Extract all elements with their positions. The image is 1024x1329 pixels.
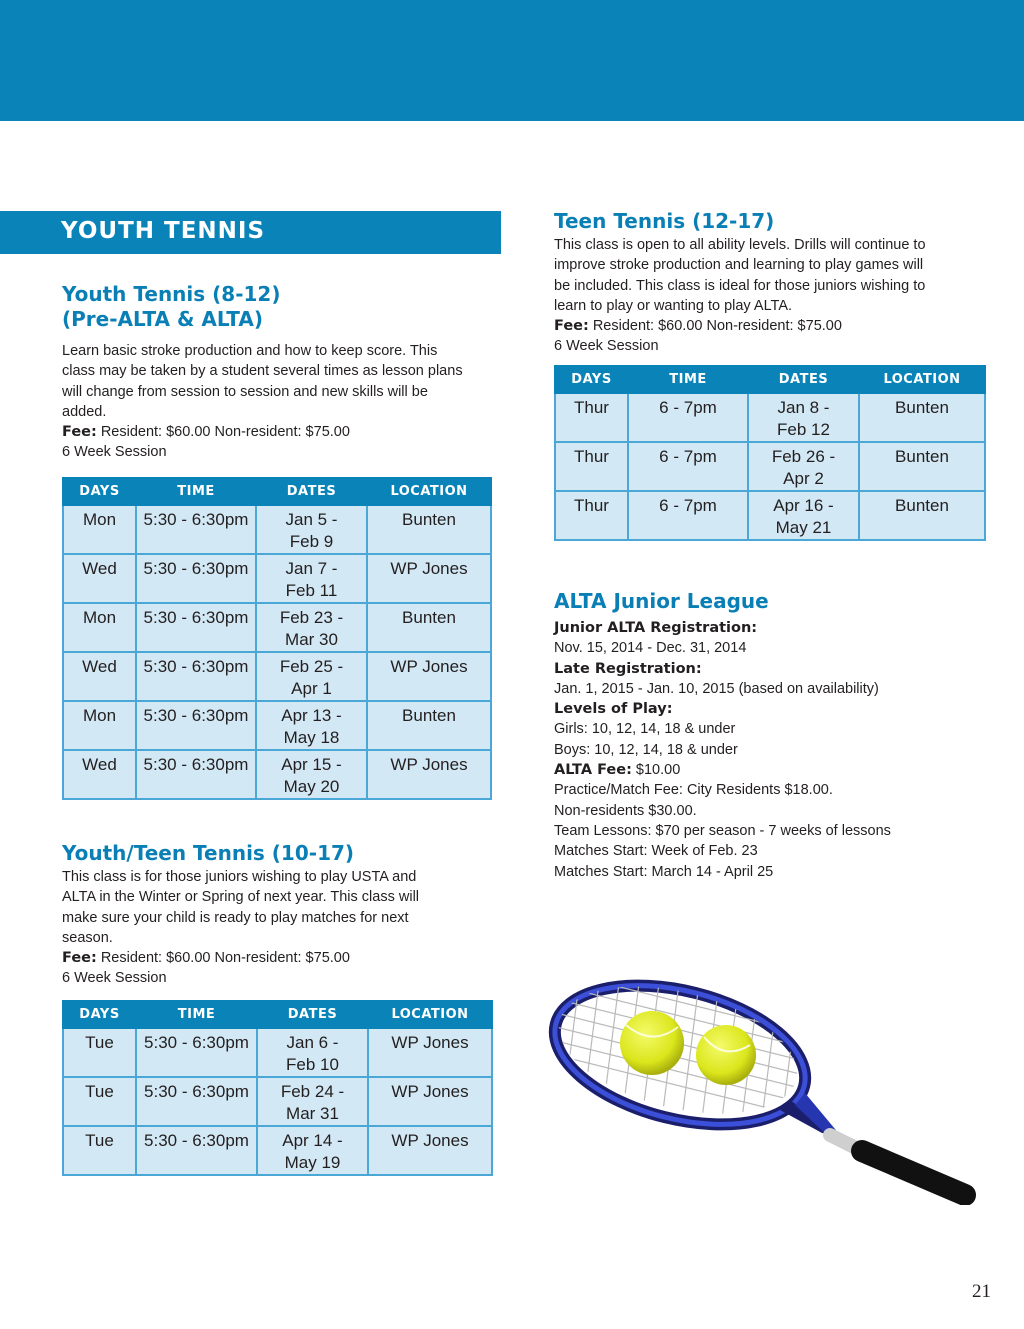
cell-day: Thur — [555, 393, 628, 442]
boys-levels: Boys: 10, 12, 14, 18 & under — [554, 741, 738, 758]
desc-line: Learn basic stroke production and how to keep score. This — [62, 343, 438, 359]
header-time: TIME — [136, 1001, 257, 1028]
cell-location: Bunten — [367, 505, 491, 554]
tennis-ball-right — [696, 1025, 756, 1085]
cell-day: Mon — [63, 701, 136, 750]
cell-dates — [256, 701, 367, 750]
desc-line: season. — [62, 929, 113, 946]
cell-day: Thur — [555, 491, 628, 540]
top-header-band — [0, 0, 1024, 121]
date-start: Jan 8 - — [777, 398, 830, 417]
teen-tennis-schedule-table — [554, 365, 986, 541]
date-start: Feb 23 - — [279, 608, 344, 627]
cell-dates — [256, 750, 367, 799]
header-days: DAYS — [555, 366, 628, 393]
youth-tennis-schedule-table — [62, 477, 492, 800]
date-end: Mar 31 — [286, 1104, 339, 1123]
session-length: 6 Week Session — [62, 970, 167, 987]
desc-line: will change from session to session and new skills will be — [62, 383, 428, 400]
cell-day: Wed — [63, 652, 136, 701]
fee-text: Resident: $60.00 Non-resident: $75.00 — [96, 950, 350, 967]
cell-day: Mon — [63, 603, 136, 652]
cell-dates — [748, 491, 859, 540]
late-registration-label: Late Registration: — [554, 660, 702, 677]
cell-location: Bunten — [859, 442, 985, 491]
cell-time: 6 - 7pm — [628, 393, 748, 442]
cell-time: 5:30 - 6:30pm — [136, 1077, 257, 1126]
youth-teen-tennis-description — [62, 867, 502, 989]
team-lessons: Team Lessons: $70 per season - 7 weeks of lessons — [554, 822, 891, 839]
cell-dates — [257, 1028, 368, 1077]
desc-line: make sure your child is ready to play matches for next — [62, 909, 409, 926]
date-start: Feb 24 - — [280, 1082, 345, 1101]
alta-fee-label: ALTA Fee: — [554, 762, 632, 779]
date-end: Feb 12 — [777, 420, 830, 439]
date-end: May 18 — [283, 728, 340, 747]
date-start: Feb 26 - — [771, 447, 836, 466]
cell-dates — [257, 1126, 368, 1175]
table-row — [63, 603, 491, 652]
header-dates: DATES — [257, 1001, 368, 1028]
cell-dates — [256, 652, 367, 701]
cell-location: WP Jones — [368, 1028, 492, 1077]
matches-start-2: Matches Start: March 14 - April 25 — [554, 863, 774, 880]
cell-time: 5:30 - 6:30pm — [136, 1028, 257, 1077]
non-resident-fee: Non-residents $30.00. — [554, 802, 697, 819]
girls-levels: Girls: 10, 12, 14, 18 & under — [554, 721, 736, 738]
fee-label: Fee: — [62, 950, 97, 967]
date-start: Jan 6 - — [286, 1033, 339, 1052]
session-length: 6 Week Session — [554, 338, 659, 355]
cell-time: 5:30 - 6:30pm — [136, 1126, 257, 1175]
desc-line: be included. This class is ideal for those juniors wishing to — [554, 277, 926, 294]
fee-line — [62, 422, 502, 442]
cell-dates — [257, 1077, 368, 1126]
table-row — [63, 652, 491, 701]
header-time: TIME — [136, 478, 256, 505]
cell-time: 5:30 - 6:30pm — [136, 652, 256, 701]
cell-day: Wed — [63, 554, 136, 603]
date-end: Feb 10 — [286, 1055, 339, 1074]
header-days: DAYS — [63, 478, 136, 505]
cell-dates — [256, 603, 367, 652]
alta-junior-league-section — [554, 589, 1004, 882]
cell-dates — [256, 505, 367, 554]
desc-line: improve stroke production and learning to play games will — [554, 257, 924, 274]
table-header-row — [555, 366, 985, 393]
session-length: 6 Week Session — [62, 444, 167, 461]
alta-fee-text: $10.00 — [631, 762, 681, 779]
youth-tennis-section — [62, 282, 502, 463]
cell-time: 5:30 - 6:30pm — [136, 603, 256, 652]
cell-location: WP Jones — [367, 750, 491, 799]
date-start: Feb 25 - — [279, 657, 344, 676]
fee-line — [554, 316, 994, 336]
section-banner — [0, 211, 501, 254]
racket-grip — [862, 1151, 965, 1195]
fee-line — [62, 948, 502, 968]
date-start: Jan 7 - — [285, 559, 338, 578]
cell-time: 5:30 - 6:30pm — [136, 750, 256, 799]
section-title: YOUTH TENNIS — [61, 218, 266, 244]
youth-teen-tennis-section — [62, 841, 502, 989]
fee-label: Fee: — [62, 424, 97, 441]
desc-line: This class is open to all ability levels. Drills will continue to — [554, 237, 926, 253]
cell-day: Thur — [555, 442, 628, 491]
table-row — [63, 554, 491, 603]
cell-location: WP Jones — [368, 1077, 492, 1126]
cell-dates — [748, 442, 859, 491]
teen-tennis-description — [554, 235, 994, 357]
table-row — [63, 701, 491, 750]
cell-time: 5:30 - 6:30pm — [136, 554, 256, 603]
late-registration-dates: Jan. 1, 2015 - Jan. 10, 2015 (based on availability) — [554, 680, 879, 697]
cell-day: Mon — [63, 505, 136, 554]
date-start: Apr 15 - — [281, 755, 342, 774]
cell-time: 5:30 - 6:30pm — [136, 701, 256, 750]
desc-line: This class is for those juniors wishing to play USTA and — [62, 869, 417, 885]
date-end: May 20 — [283, 777, 340, 796]
date-end: Mar 30 — [285, 630, 338, 649]
fee-text: Resident: $60.00 Non-resident: $75.00 — [96, 424, 350, 441]
table-row — [63, 1028, 492, 1077]
date-start: Jan 5 - — [285, 510, 338, 529]
cell-time: 6 - 7pm — [628, 442, 748, 491]
table-row — [63, 750, 491, 799]
cell-location: Bunten — [859, 491, 985, 540]
desc-line: added. — [62, 403, 107, 420]
alta-details — [554, 618, 1004, 882]
table-header-row — [63, 1001, 492, 1028]
date-end: Feb 11 — [285, 581, 338, 600]
cell-dates — [256, 554, 367, 603]
teen-tennis-section — [554, 209, 994, 357]
cell-day: Wed — [63, 750, 136, 799]
header-days: DAYS — [63, 1001, 136, 1028]
table-row — [555, 442, 985, 491]
cell-location: WP Jones — [367, 554, 491, 603]
header-dates: DATES — [256, 478, 367, 505]
table-row — [555, 491, 985, 540]
table-row — [555, 393, 985, 442]
cell-day: Tue — [63, 1126, 136, 1175]
date-start: Apr 13 - — [281, 706, 342, 725]
tennis-racket-illustration — [540, 975, 980, 1205]
header-location: LOCATION — [368, 1001, 492, 1028]
youth-tennis-subtitle: (Pre-ALTA & ALTA) — [62, 307, 263, 331]
desc-line: ALTA in the Winter or Spring of next year. This class will — [62, 889, 420, 906]
desc-line: class may be taken by a student several times as lesson plans — [62, 363, 463, 380]
alta-fee-line — [554, 760, 1004, 780]
date-end: Apr 2 — [783, 469, 824, 488]
date-end: May 19 — [284, 1153, 341, 1172]
table-row — [63, 1077, 492, 1126]
youth-tennis-description — [62, 341, 502, 463]
page-number: 21 — [972, 1281, 991, 1302]
teen-tennis-title: Teen Tennis (12-17) — [554, 209, 775, 233]
table-row — [63, 1126, 492, 1175]
matches-start-1: Matches Start: Week of Feb. 23 — [554, 843, 758, 860]
cell-location: Bunten — [859, 393, 985, 442]
header-location: LOCATION — [367, 478, 491, 505]
cell-location: Bunten — [367, 701, 491, 750]
table-row — [63, 505, 491, 554]
practice-fee: Practice/Match Fee: City Residents $18.00. — [554, 782, 833, 799]
date-end: May 21 — [775, 518, 832, 537]
cell-time: 5:30 - 6:30pm — [136, 505, 256, 554]
table-header-row — [63, 478, 491, 505]
levels-label: Levels of Play: — [554, 701, 673, 718]
youth-teen-tennis-title: Youth/Teen Tennis (10-17) — [62, 841, 355, 865]
header-location: LOCATION — [859, 366, 985, 393]
fee-text: Resident: $60.00 Non-resident: $75.00 — [588, 318, 842, 335]
youth-teen-schedule-table — [62, 1000, 493, 1176]
cell-location: Bunten — [367, 603, 491, 652]
cell-dates — [748, 393, 859, 442]
cell-day: Tue — [63, 1077, 136, 1126]
alta-title: ALTA Junior League — [554, 589, 769, 613]
cell-time: 6 - 7pm — [628, 491, 748, 540]
cell-location: WP Jones — [368, 1126, 492, 1175]
registration-label: Junior ALTA Registration: — [554, 620, 758, 636]
registration-dates: Nov. 15, 2014 - Dec. 31, 2014 — [554, 640, 747, 657]
cell-day: Tue — [63, 1028, 136, 1077]
cell-location: WP Jones — [367, 652, 491, 701]
header-time: TIME — [628, 366, 748, 393]
youth-tennis-title: Youth Tennis (8-12) — [62, 282, 281, 306]
date-end: Apr 1 — [291, 679, 332, 698]
date-start: Apr 14 - — [282, 1131, 343, 1150]
fee-label: Fee: — [554, 318, 589, 335]
date-start: Apr 16 - — [773, 496, 834, 515]
header-dates: DATES — [748, 366, 859, 393]
date-end: Feb 9 — [289, 532, 334, 551]
desc-line: learn to play or wanting to play ALTA. — [554, 297, 793, 314]
tennis-ball-left — [620, 1011, 684, 1075]
